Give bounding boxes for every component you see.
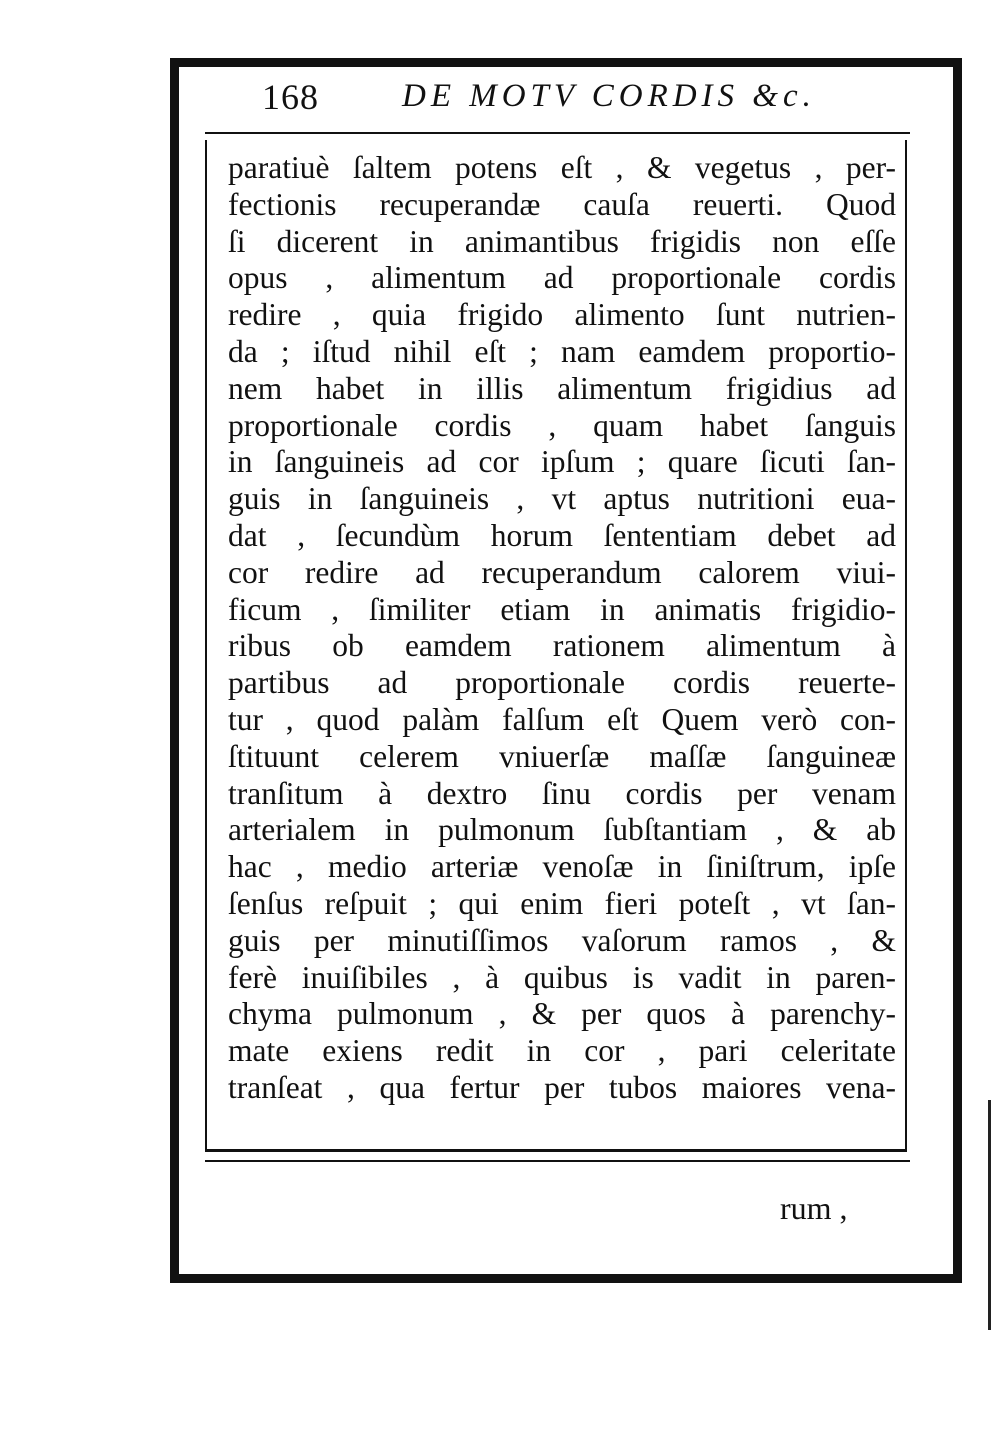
text-line: hac , medio arteriæ venoſæ in ſiniſtrum, ipſe [228,849,896,885]
text-line: proportionale cordis , quam habet ſanguis [228,407,896,443]
text-line: ficum , ſimiliter etiam in animatis frigidio- [228,591,896,627]
text-line: cor redire ad recuperandum calorem viui- [228,554,896,590]
page-number: 168 [262,77,319,117]
text-line: tur , quod palàm falſum eſt Quem verò con- [228,701,896,737]
footer-rule [205,1160,910,1162]
text-line: opus , alimentum ad proportionale cordis [228,260,896,296]
text-line: mate exiens redit in cor , pari celeritate [228,1033,896,1069]
text-line: fectionis recuperandæ cauſa reuerti. Quod [228,186,896,222]
text-line: dat , ſecundùm horum ſententiam debet ad [228,517,896,553]
text-line: ferè inuiſibiles , à quibus is vadit in paren- [228,959,896,995]
text-line: guis in ſanguineis , vt aptus nutritioni eua- [228,481,896,517]
text-line: ſenſus reſpuit ; qui enim fieri poteſt , vt ſan- [228,885,896,921]
text-line: ſi dicerent in animantibus frigidis non eſſe [228,223,896,259]
text-line: arterialem in pulmonum ſubſtantiam , & ab [228,812,896,848]
text-line: ribus ob eamdem rationem alimentum à [228,628,896,664]
text-line: tranſitum à dextro ſinu cordis per venam [228,775,896,811]
text-line: nem habet in illis alimentum frigidius ad [228,370,896,406]
text-line: da ; iſtud nihil eſt ; nam eamdem proportio- [228,333,896,369]
text-line: redire , quia frigido alimento ſunt nutrien- [228,297,896,333]
text-line: tranſeat , qua fertur per tubos maiores vena- [228,1069,896,1105]
text-line: partibus ad proportionale cordis reuerte- [228,665,896,701]
body-text [228,150,896,1107]
text-line: paratiuè ſaltem potens eſt , & vegetus , per- [228,150,896,185]
running-head: DE MOTV CORDIS &c. [402,78,816,114]
catchword: rum , [780,1190,848,1226]
text-line: ſtituunt celerem vniuerſæ maſſæ ſanguineæ [228,738,896,774]
text-line: guis per minutiſſimos vaſorum ramos , & [228,922,896,958]
page-header [262,72,862,122]
text-line: in ſanguineis ad cor ipſum ; quare ſicuti ſan- [228,444,896,480]
text-line: chyma pulmonum , & per quos à parenchy- [228,996,896,1032]
header-rule [205,132,910,134]
scan-edge-mark [988,1100,991,1330]
